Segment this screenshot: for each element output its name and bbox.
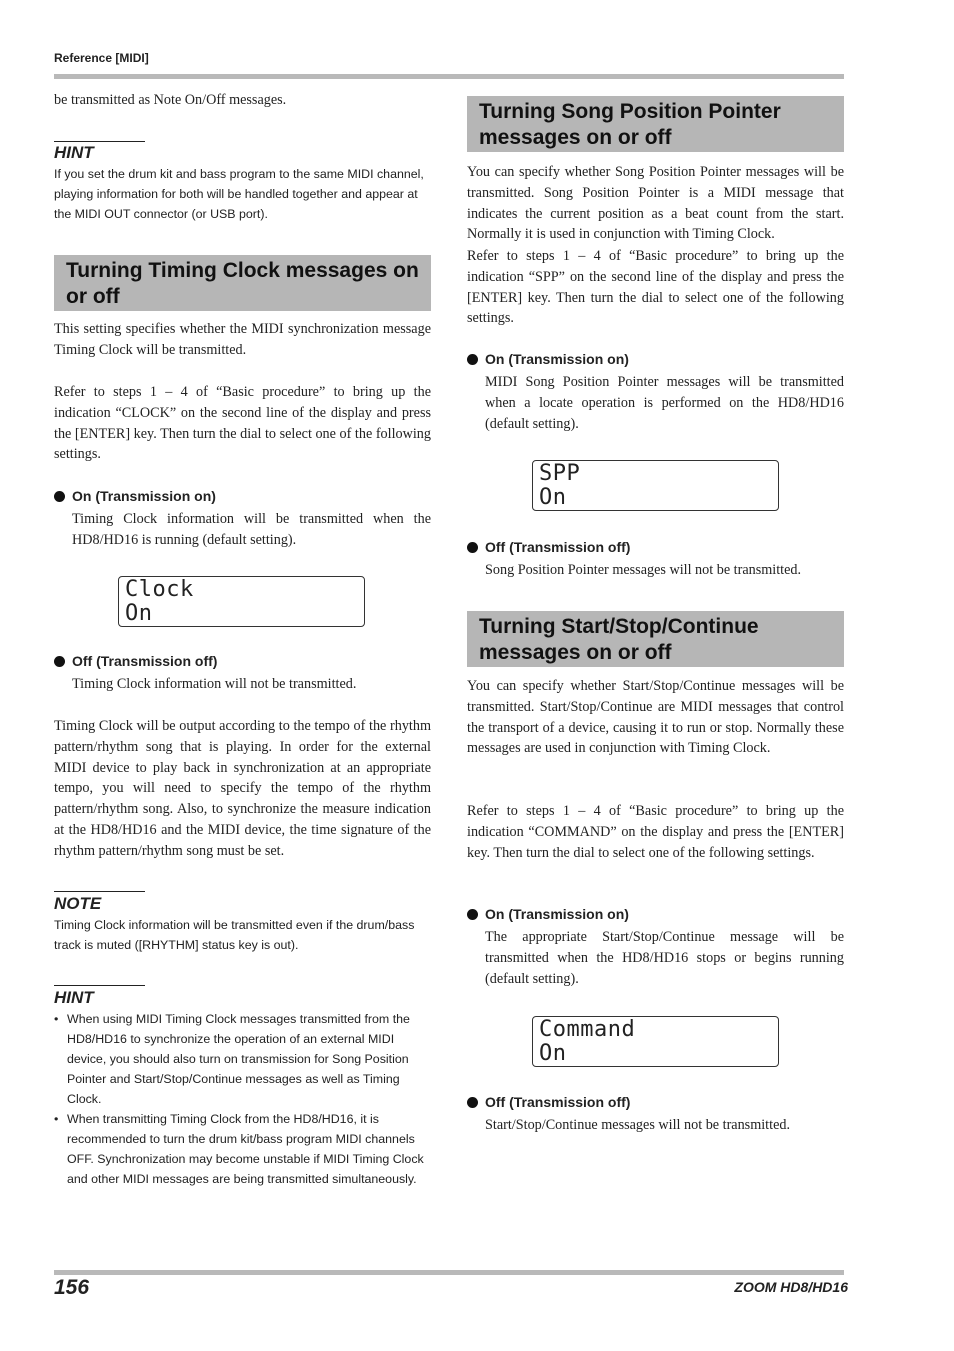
hint-title: HINT	[54, 988, 94, 1007]
hint-list	[54, 1009, 431, 1189]
bullet-icon	[467, 354, 478, 365]
hint-list-item: • When using MIDI Timing Clock messages transmitted from the HD8/HD16 to synchronize the operation of an external MIDI device, you should also turn on transmission for Song Position Pointer and Start/Stop/Continue messages as well as Timing Clock.	[54, 1009, 431, 1109]
timing-on-option	[54, 486, 431, 506]
running-header: Reference [MIDI]	[54, 51, 149, 65]
ssc-off-option	[467, 1092, 844, 1112]
timing-paragraph-2: Refer to steps 1 – 4 of “Basic procedure” to bring up the indication “CLOCK” on the second line of the display and press the [ENTER] key. Then turn the dial to select one of the following settings.	[54, 384, 431, 463]
note-title: NOTE	[54, 894, 102, 913]
bullet-icon	[467, 909, 478, 920]
ssc-on-description: The appropriate Start/Stop/Continue message will be transmitted when the HD8/HD16 stops or begins running (default setting).	[485, 929, 844, 987]
option-label: Off (Transmission off)	[485, 539, 631, 555]
lcd-display-clock	[118, 576, 365, 627]
lcd-line-1: SPP	[539, 461, 581, 486]
lcd-line-2: On	[539, 485, 567, 510]
section-heading-start-stop-continue: Turning Start/Stop/Continue messages on or off	[467, 611, 844, 667]
hint-text: If you set the drum kit and bass program to the same MIDI channel, playing information for both will be handled together and appear at the MIDI OUT connector (or USB port).	[54, 167, 424, 221]
page-number: 156	[54, 1276, 90, 1299]
lcd-display-spp	[532, 460, 779, 511]
note-rule	[54, 891, 145, 892]
spp-off-description: Song Position Pointer messages will not be transmitted.	[485, 562, 802, 578]
lcd-line-1: Clock	[125, 577, 194, 602]
lcd-line-2: On	[539, 1041, 567, 1066]
hint-list-item: • When transmitting Timing Clock from the HD8/HD16, it is recommended to turn the drum kit/bass program MIDI channels OFF. Synchronization may become unstable if MIDI Timing Clock and other MIDI messages are being transmitted simultaneously.	[54, 1109, 431, 1189]
lcd-line-2: On	[125, 601, 153, 626]
ssc-paragraph-2: Refer to steps 1 – 4 of “Basic procedure” to bring up the indication “COMMAND” on the display and press the [ENTER] key. Then turn the dial to select one of the following settings.	[467, 803, 844, 861]
timing-off-option	[54, 651, 431, 671]
hint-rule	[54, 141, 145, 142]
timing-on-description: Timing Clock information will be transmitted when the HD8/HD16 is running (default setting).	[72, 511, 431, 548]
ssc-paragraph-1: You can specify whether Start/Stop/Continue messages will be transmitted. Start/Stop/Continue are MIDI messages that control the transport of a device, causing it to run or stop. Normally these messages are used in conjunction with Timing Clock.	[467, 678, 844, 757]
ssc-on-option	[467, 904, 844, 924]
spp-on-option	[467, 349, 844, 369]
bullet-icon	[54, 491, 65, 502]
hint-rule	[54, 985, 145, 986]
ssc-off-description: Start/Stop/Continue messages will not be transmitted.	[485, 1117, 791, 1133]
timing-paragraph-1: This setting specifies whether the MIDI synchronization message Timing Clock will be transmitted.	[54, 321, 431, 358]
spp-on-description: MIDI Song Position Pointer messages will be transmitted when a locate operation is performed on the HD8/HD16 (default setting).	[485, 374, 844, 432]
timing-paragraph-3: Timing Clock will be output according to the tempo of the rhythm pattern/rhythm song that is playing. In order for the external MIDI device to play back in synchronization at an appropriate tempo, you will need to specify the tempo of the rhythm pattern/rhythm song. Also, to synchronize the measure indication at the HD8/HD16 and the MIDI device, the time signature of the rhythm pattern/rhythm song must be set.	[54, 718, 431, 859]
lcd-display-command	[532, 1016, 779, 1067]
note-text: Timing Clock information will be transmitted even if the drum/bass track is muted ([RHYTHM] status key is out).	[54, 918, 415, 952]
product-name: ZOOM HD8/HD16	[734, 1279, 848, 1295]
hint-title: HINT	[54, 143, 94, 162]
section-heading-timing-clock: Turning Timing Clock messages on or off	[54, 255, 431, 311]
option-label: Off (Transmission off)	[485, 1094, 631, 1110]
option-label: On (Transmission on)	[485, 906, 629, 922]
option-label: Off (Transmission off)	[72, 653, 218, 669]
timing-off-description: Timing Clock information will not be transmitted.	[72, 676, 357, 692]
footer-rule	[54, 1270, 844, 1275]
intro-text: be transmitted as Note On/Off messages.	[54, 92, 287, 108]
section-heading-spp: Turning Song Position Pointer messages on or off	[467, 96, 844, 152]
option-label: On (Transmission on)	[485, 351, 629, 367]
spp-paragraph-2: Refer to steps 1 – 4 of “Basic procedure” to bring up the indication “SPP” on the second line of the display and press the [ENTER] key. Then turn the dial to select one of the following settings.	[467, 248, 844, 327]
header-rule	[54, 74, 844, 79]
spp-off-option	[467, 537, 844, 557]
spp-paragraph-1: You can specify whether Song Position Pointer messages will be transmitted. Song Position Pointer is a MIDI message that indicates the current position as a beat count from the start. Normally it is used in conjunction with Timing Clock.	[467, 164, 844, 243]
bullet-icon	[467, 542, 478, 553]
lcd-line-1: Command	[539, 1017, 636, 1042]
bullet-icon	[54, 656, 65, 667]
option-label: On (Transmission on)	[72, 488, 216, 504]
bullet-icon	[467, 1097, 478, 1108]
